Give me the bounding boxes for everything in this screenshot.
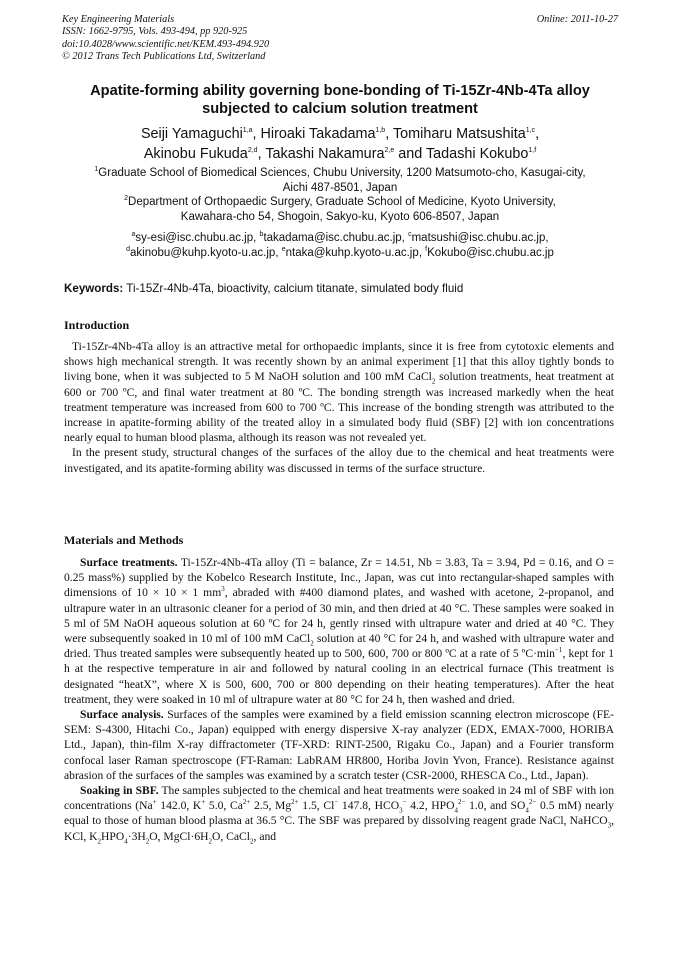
methods-body [64, 555, 614, 844]
email-line-2 [50, 246, 630, 261]
affiliation-text: Department of Orthopaedic Surgery, Graduate School of Medicine, Kyoto University, [128, 196, 556, 209]
superscript: + [201, 798, 206, 807]
text-span: solution treatments, heat treatment at 600 or 700 ºC, and final water treatment at 80 ºC. The bonding strength was increased markedly when the heat treatment temperature was increased from 600 to 700 ºC. This increase of the bonding strength was attributed to the increase in apatite-forming ability of the treated alloy in a simulated body fluid (SBF) [2] with ion concentrations nearly equal to human blood plasma, although its reason was not revealed yet. [64, 370, 615, 445]
text-span: 2.5, Mg [250, 799, 292, 813]
email-letter: b [259, 231, 264, 239]
affiliation-number: 2 [124, 195, 129, 203]
paragraph-label: Soaking in SBF. [80, 784, 159, 798]
text-span: 0.5 mM) nearly equal to those of human blood plasma at 36.5 °C. The SBF was prepared by dissolving reagent grade NaCl, NaHCO [64, 799, 614, 828]
email-address[interactable]: matsushi@isc.chubu.ac.jp, [411, 232, 549, 244]
affiliations [50, 166, 630, 224]
superscript: − [334, 798, 339, 807]
text-span: ·3H [127, 829, 146, 843]
author-name: Tadashi Kokubo [425, 146, 529, 162]
author-sup: 1,b [375, 127, 386, 135]
text-span: Surfaces of the samples were examined by a field emission scanning electron microscope (FE-SEM: S-4300, Hitachi Co., Japan) equipped with energy dispersive X-ray analyzer (EDX, EMAX-7000, HORIBA Ltd., Japan), thin-film X-ray diffractometer (TF-XRD: RINT-2500, Rigaku Co., Japan) and a Fourier transform confocal laser Raman spectroscope (FT-Raman: LabRAM HR800, Horiba Jovin Yvon, France). Resistance against abrasion of the surfaces of the samples was examined by a scratch tester (CSR-2000, RHESCA Co., Ltd., Japan). [64, 708, 614, 782]
title-line-2: subjected to calcium solution treatment [202, 101, 478, 117]
intro-paragraph-2: In the present study, structural changes of the surfaces of the alloy due to the chemical and heat treatments were investigated, and its apatite-forming ability was discussed in terms of the surface structure. [64, 446, 614, 475]
superscript: − [402, 798, 407, 807]
title-line-1: Apatite-forming ability governing bone-bonding of Ti-15Zr-4Nb-4Ta alloy [90, 83, 590, 99]
keywords [64, 282, 624, 295]
text-span: , abraded with #400 diamond plates, and washed with acetone, 2-propanol, and ultrapure water in an ultrasonic cleaner for a period of 30 min, and then dried at 40 °C. These samples were soaked in 5 ml of 5M NaOH aqueous solution at 60 ºC for 24 h, gently rinsed with ultrapure water and dried at 40 °C. They were subsequently soaked in 10 ml of 100 mM CaCl [64, 586, 614, 646]
affiliation-number: 1 [94, 166, 99, 174]
email-letter: d [126, 245, 131, 253]
text-span: 1.5, Cl [298, 799, 335, 813]
text-span: 147.8, HCO [338, 799, 400, 813]
section-heading-methods: Materials and Methods [64, 533, 184, 547]
text-span: HPO [101, 829, 125, 843]
text-span: O, MgCl·6H [149, 829, 209, 843]
subscript: 2 [145, 836, 150, 845]
text-span: , kept for 1 h at the respective temperature in air and followed by natural cooling in an electrical furnace (This treatment is designated “heatX”, where X is 500, 600, 700 or 800 depending on their heating temperatures). After the heat treatment, they were soaked in 10 ml of ultrapure water at 80 °C for 24 h, then washed and dried. [64, 647, 614, 706]
text-span: O, CaCl [212, 829, 251, 843]
subscript: 4 [454, 806, 458, 815]
text-span: The samples subjected to the chemical and heat treatments were soaked in 24 ml of SBF with ion concentrations (Na [64, 784, 614, 813]
journal-header [62, 14, 618, 64]
subscript: 4 [124, 836, 128, 845]
email-address[interactable]: ntaka@kuhp.kyoto-u.ac.jp, [285, 246, 422, 259]
journal-name: Key Engineering Materials [62, 14, 175, 25]
author-name: Akinobu Fukuda [143, 146, 248, 162]
keywords-label: Keywords: [64, 282, 124, 295]
section-heading-introduction: Introduction [64, 318, 130, 332]
subscript: 2 [208, 836, 212, 845]
superscript: 2+ [242, 798, 251, 807]
text-span: Ti-15Zr-4Nb-4Ta alloy (Ti = balance, Zr = 14.51, Nb = 3.83, Ta = 3.94, Pd = 0.16, and O = 0.25 mass%) supplied by the Kobelco Research Institute, Inc., Japan, was cut into rectangular-shaped samples with dimensions of 10 × 10 × 1 mm [64, 556, 615, 600]
subscript: 2 [310, 639, 314, 648]
author-line-2: Akinobu Fukuda$^{2,d}$, Takashi Nakamura$^{2,e}$ and Tadashi Kokubo$^{1,f}$ [143, 146, 537, 162]
paragraph-label: Surface analysis. [80, 708, 164, 722]
text-span: 4.2, HPO [406, 799, 455, 813]
email-letter: e [281, 245, 286, 253]
email-address[interactable]: takadama@isc.chubu.ac.jp, [263, 232, 405, 244]
affiliation-1-line-2: Aichi 487-8501, Japan [282, 181, 398, 194]
affiliation-1-line-1 [50, 166, 630, 181]
text-span: 142.0, K [156, 799, 202, 813]
introduction-body [64, 339, 614, 476]
author-sup: 1,c [525, 127, 536, 135]
author-name: Takashi Nakamura [265, 146, 385, 162]
soaking-sbf-paragraph [64, 783, 614, 844]
superscript: 2− [457, 798, 466, 807]
subscript: 2 [97, 836, 101, 845]
copyright-line: © 2012 Trans Tech Publications Ltd, Switzerland [62, 51, 266, 63]
subscript: 3 [399, 806, 403, 815]
email-address[interactable]: akinobu@kuhp.kyoto-u.ac.jp, [130, 246, 279, 259]
author-sup: 2,e [384, 147, 395, 155]
superscript: + [152, 798, 157, 807]
subscript: 2 [250, 836, 254, 845]
affiliation-2-line-1 [50, 195, 630, 210]
email-letter: f [425, 245, 428, 253]
author-sup: 1,a [242, 127, 253, 135]
email-address[interactable]: sy-esi@isc.chubu.ac.jp, [135, 232, 257, 244]
surface-analysis-paragraph [64, 707, 614, 783]
subscript: 4 [525, 806, 529, 815]
online-date: Online: 2011-10-27 [536, 14, 618, 25]
text-span: Ti-15Zr-4Nb-4Ta alloy is an attractive metal for orthopaedic implants, since it is free from cytotoxic elements and shows high mechanical strength. It was recently shown by an animal experiment [1] that this alloy tightly bonds to living bone, when it was subjected to 5 M NaOH solution and 100 mM CaCl [64, 340, 614, 384]
text-span: , KCl, K [64, 814, 614, 843]
superscript: 3 [221, 585, 225, 594]
email-letter: a [131, 231, 136, 239]
text-span: solution at 40 °C for 24 h, and washed with ultrapure water and dried. Thus treated samples were subsequently heated up to 500, 600, 700 or 800 ºC at a rate of 5 ºC·min [64, 632, 614, 661]
paper-title [50, 82, 630, 118]
intro-paragraph-1 [64, 339, 614, 445]
author-sup: 1,f [528, 147, 537, 155]
email-letter: c [408, 231, 412, 239]
superscript: 2+ [291, 798, 299, 807]
subscript: 2 [431, 377, 436, 386]
paragraph-label: Surface treatments. [80, 556, 178, 569]
text-span: 1.0, and SO [465, 799, 526, 813]
author-line-1: Seiji Yamaguchi$^{1,a}$, Hiroaki Takadama$^{1,b}$, Tomiharu Matsushita$^{1,c}$, [140, 126, 540, 142]
text-span: 5.0, Ca [205, 799, 243, 813]
email-line-1 [50, 231, 630, 246]
author-name: Hiroaki Takadama [260, 126, 376, 142]
subscript: 3 [607, 821, 612, 830]
author-sup: 2,d [247, 147, 258, 155]
affiliation-2-line-2: Kawahara-cho 54, Shogoin, Sakyo-ku, Kyoto 606-8507, Japan [180, 210, 500, 223]
email-address[interactable]: Kokubo@isc.chubu.ac.jp [427, 246, 554, 259]
email-list [50, 231, 630, 260]
doi-line: doi:10.4028/www.scientific.net/KEM.493-494.920 [62, 38, 270, 50]
author-name: Seiji Yamaguchi [140, 126, 243, 142]
keywords-text: Ti-15Zr-4Nb-4Ta, bioactivity, calcium titanate, simulated body fluid [126, 282, 464, 295]
affiliation-text: Graduate School of Biomedical Sciences, Chubu University, 1200 Matsumoto-cho, Kasugai-city, [98, 167, 586, 179]
author-conjunction: and [398, 146, 423, 162]
superscript: −1 [554, 646, 563, 655]
author-list [50, 124, 630, 164]
superscript: 2− [528, 798, 537, 807]
issn-line: ISSN: 1662-9795, Vols. 493-494, pp 920-925 [62, 26, 248, 38]
text-span: , and [253, 829, 277, 843]
author-name: Tomiharu Matsushita [392, 126, 526, 142]
surface-treatments-paragraph [64, 555, 614, 707]
